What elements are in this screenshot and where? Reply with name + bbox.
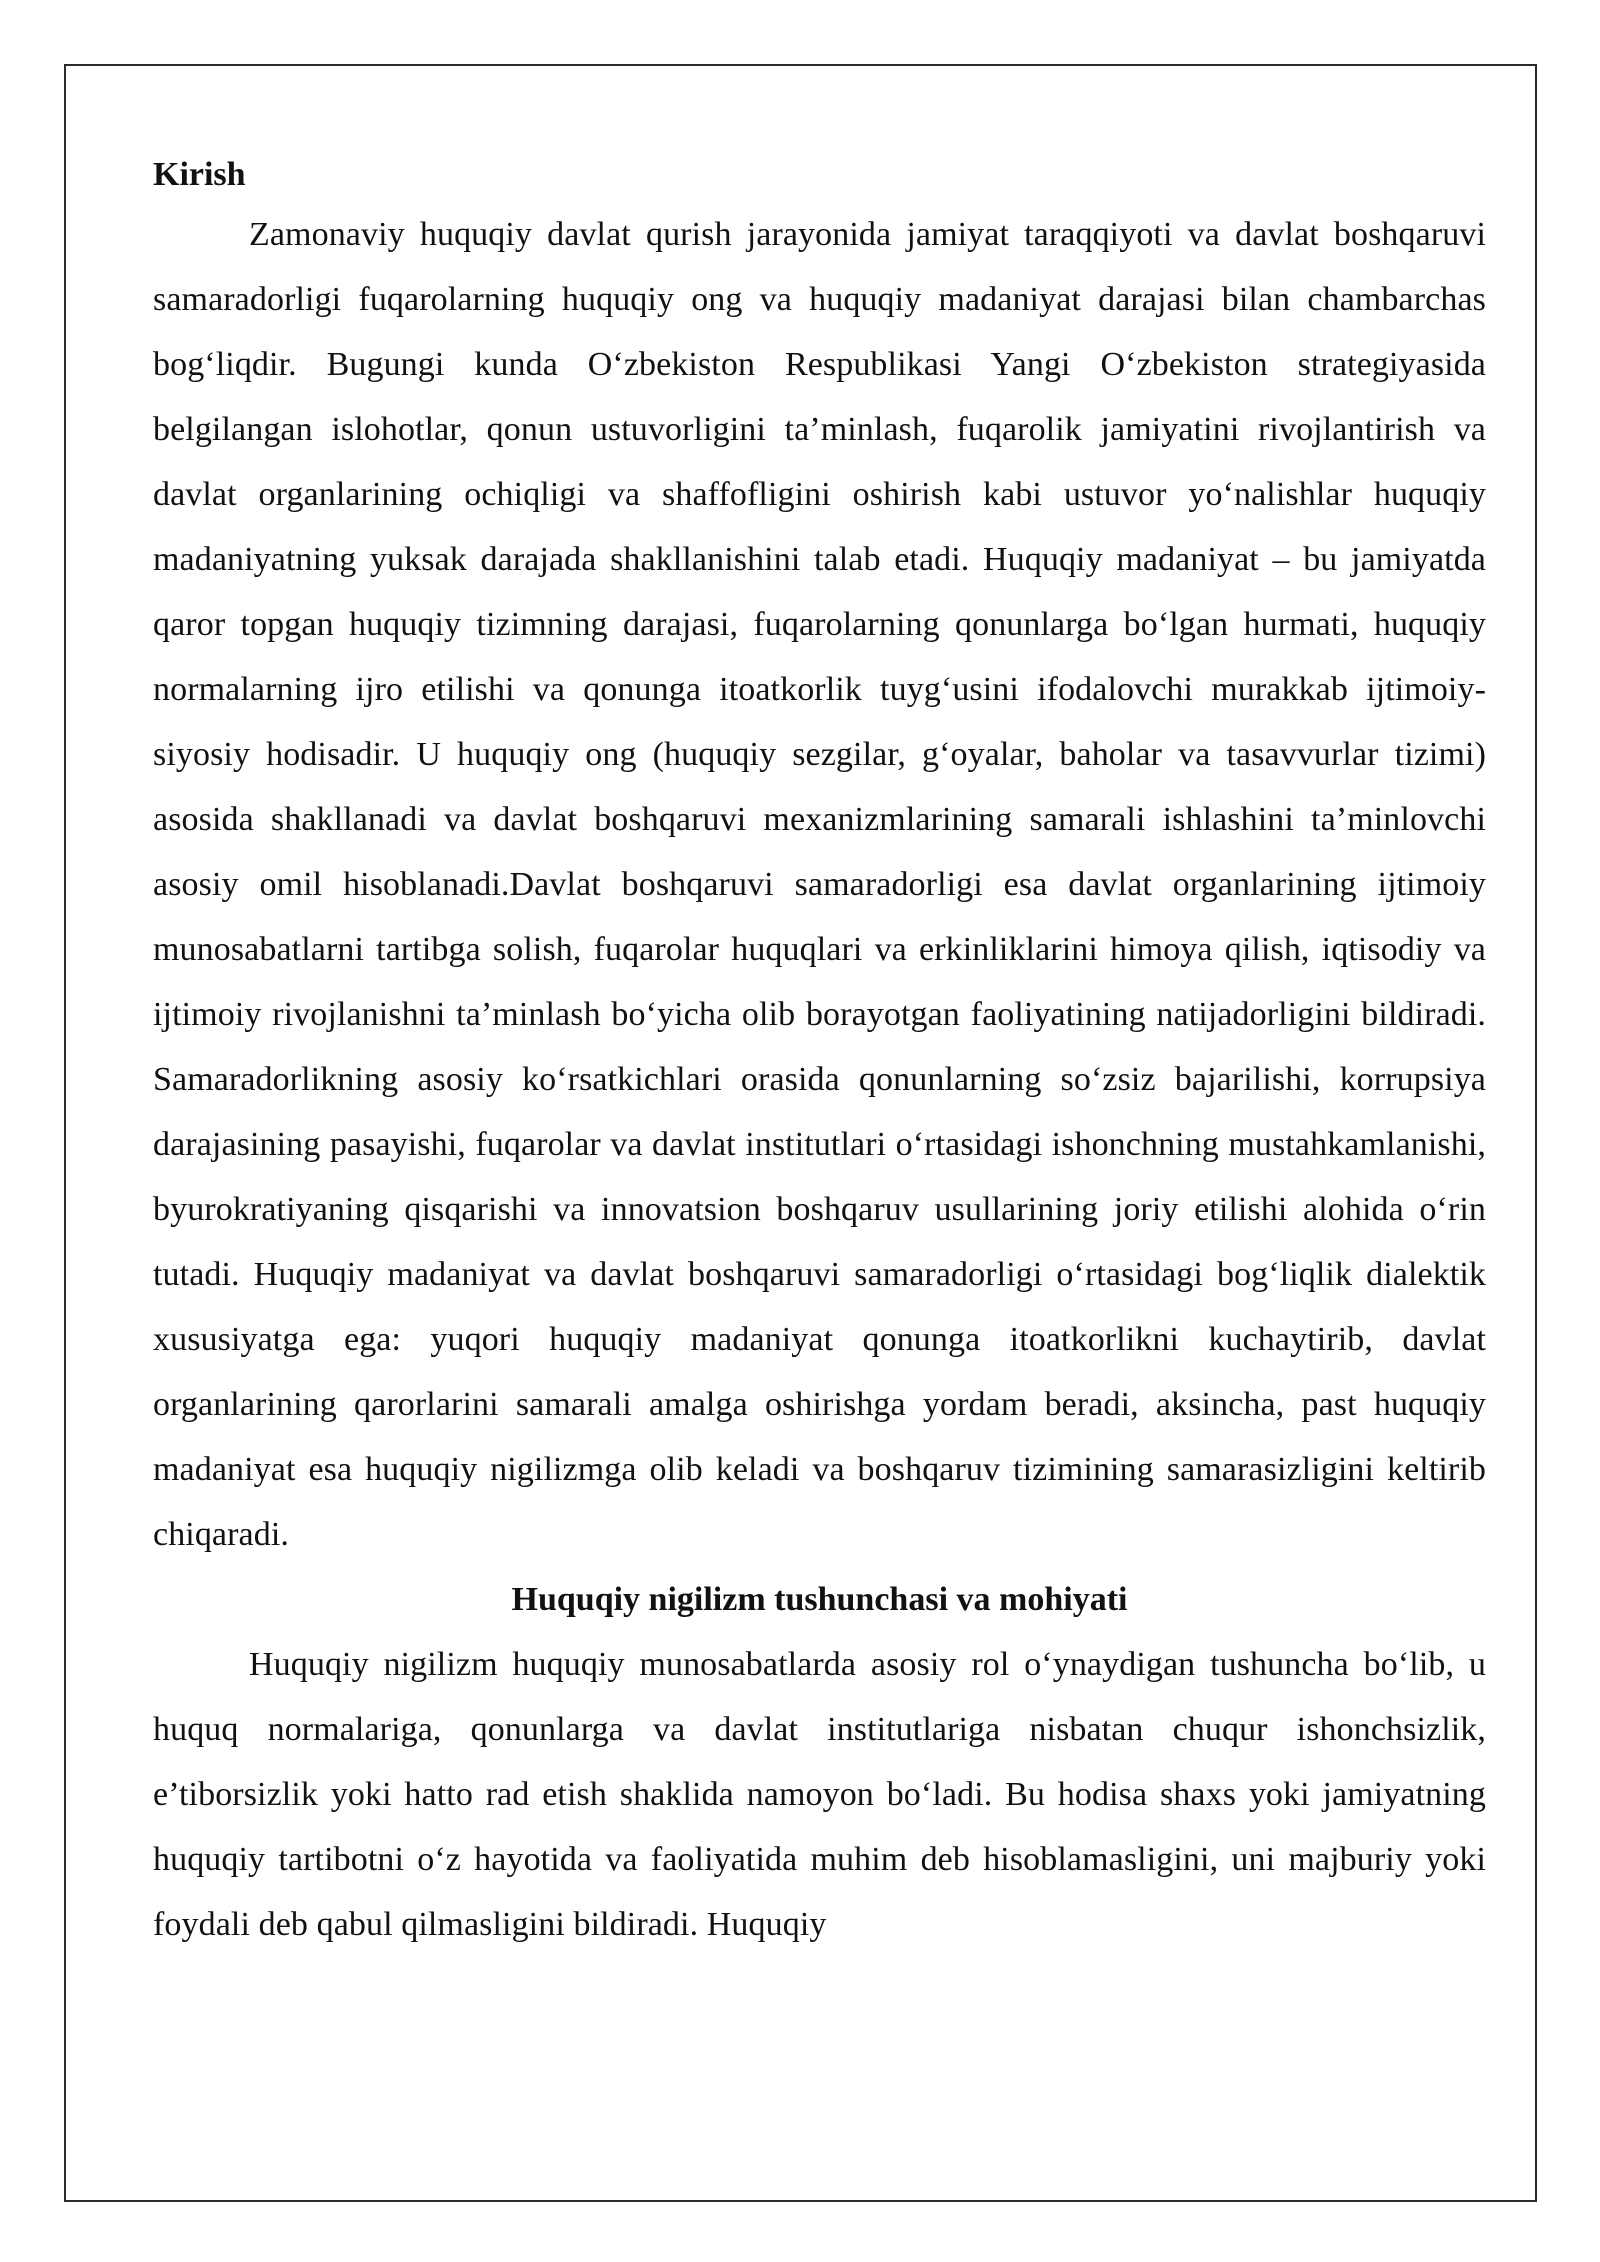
intro-paragraph: Zamonaviy huquqiy davlat qurish jarayonida jamiyat taraqqiyoti va davlat boshqaruvi samaradorligi fuqarolarning huquqiy ong va huquqiy madaniyat darajasi bilan chambarchas bog‘liqdir. Bugungi kunda O‘zbekiston Respublikasi Yangi O‘zbekiston strategiyasida belgilangan islohotlar, qonun ustuvorligini ta’minlash, fuqarolik jamiyatini rivojlantirish va davlat organlarining ochiqligi va shaffofligini oshirish kabi ustuvor yo‘nalishlar huquqiy madaniyatning yuksak darajada shakllanishini talab etadi. Huquqiy madaniyat – bu jamiyatda qaror topgan huquqiy tizimning darajasi, fuqarolarning qonunlarga bo‘lgan hurmati, huquqiy normalarning ijro etilishi va qonunga itoatkorlik tuyg‘usini ifodalovchi murakkab ijtimoiy-siyosiy hodisadir. U huquqiy ong (huquqiy sezgilar, g‘oyalar, baholar va tasavvurlar tizimi) asosida shakllanadi va davlat boshqaruvi mexanizmlarining samarali ishlashini ta’minlovchi asosiy omil hisoblanadi.Davlat boshqaruvi samaradorligi esa davlat organlarining ijtimoiy munosabatlarni tartibga solish, fuqarolar huquqlari va erkinliklarini himoya qilish, iqtisodiy va ijtimoiy rivojlanishni ta’minlash bo‘yicha olib borayotgan faoliyatining natijadorligini bildiradi. Samaradorlikning asosiy ko‘rsatkichlari orasida qonunlarning so‘zsiz bajarilishi, korrupsiya darajasining pasayishi, fuqarolar va davlat institutlari o‘rtasidagi ishonchning mustahkamlanishi, byurokratiyaning qisqarishi va innovatsion boshqaruv usullarining joriy etilishi alohida o‘rin tutadi. Huquqiy madaniyat va davlat boshqaruvi samaradorligi o‘rtasidagi bog‘liqlik dialektik xususiyatga ega: yuqori huquqiy madaniyat qonunga itoatkorlikni kuchaytirib, davlat organlarining qarorlarini samarali amalga oshirishga yordam beradi, aksincha, past huquqiy madaniyat esa huquqiy nigilizmga olib keladi va boshqaruv tizimining samarasizligini keltirib chiqaradi. xyxy=(153,216,1486,1553)
intro-heading: Kirish xyxy=(153,156,246,193)
section-heading: Huquqiy nigilizm tushunchasi va mohiyati xyxy=(511,1581,1128,1618)
document-body xyxy=(153,148,1486,1957)
section-paragraph: Huquqiy nigilizm huquqiy munosabatlarda asosiy rol o‘ynaydigan tushuncha bo‘lib, u huquq normalariga, qonunlarga va davlat institutlariga nisbatan chuqur ishonchsizlik, e’tiborsizlik yoki hatto rad etish shaklida namoyon bo‘ladi. Bu hodisa shaxs yoki jamiyatning huquqiy tartibotni o‘z hayotida va faoliyatida muhim deb hisoblamasligini, uni majburiy yoki foydali deb qabul qilmasligini bildiradi. Huquqiy xyxy=(153,1646,1486,1943)
